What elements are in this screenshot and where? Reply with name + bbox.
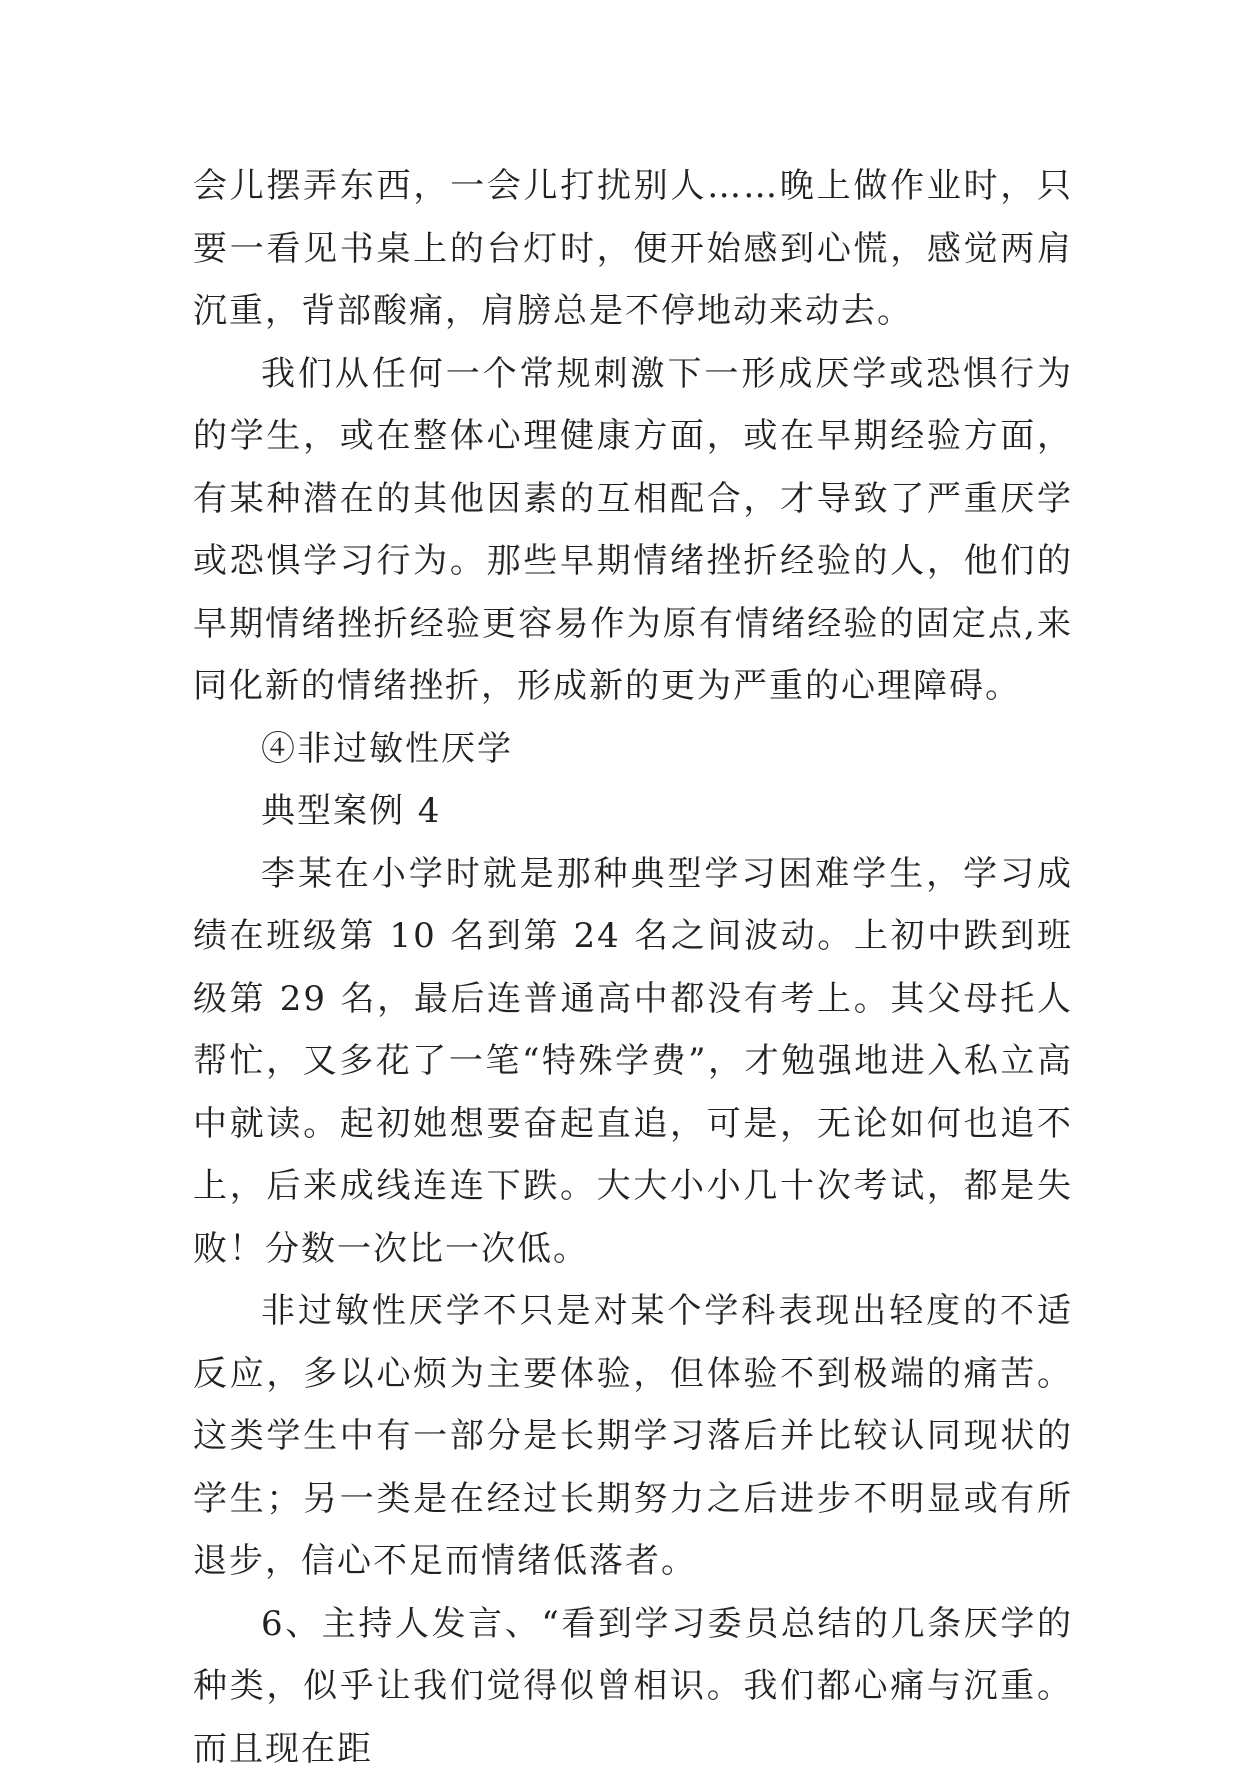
- paragraph-analysis: 我们从任何一个常规刺激下一形成厌学或恐惧行为的学生，或在整体心理健康方面，或在早期经验方面，有某种潜在的其他因素的互相配合，才导致了严重厌学或恐惧学习行为。那些早期情绪挫折经验的人，他们的早期情绪挫折经验更容易作为原有情绪经验的固定点,来同化新的情绪挫折，形成新的更为严重的心理障碍。: [193, 343, 1073, 718]
- case-title: 典型案例 4: [193, 780, 1073, 843]
- paragraph-case: 李某在小学时就是那种典型学习困难学生，学习成绩在班级第 10 名到第 24 名之间波动。上初中跌到班级第 29 名，最后连普通高中都没有考上。其父母托人帮忙，又多花了一笔“特殊学费”，才勉强地进入私立高中就读。起初她想要奋起直追，可是，无论如何也追不上，后来成线连连下跌。大大小小几十次考试，都是失败！分数一次比一次低。: [193, 843, 1073, 1281]
- paragraph-description: 非过敏性厌学不只是对某个学科表现出轻度的不适反应，多以心烦为主要体验，但体验不到极端的痛苦。这类学生中有一部分是长期学习落后并比较认同现状的学生；另一类是在经过长期努力之后进步不明显或有所退步，信心不足而情绪低落者。: [193, 1280, 1073, 1593]
- paragraph-continuation: 会儿摆弄东西，一会儿打扰别人……晚上做作业时，只要一看见书桌上的台灯时，便开始感到心慌，感觉两肩沉重，背部酸痛，肩膀总是不停地动来动去。: [193, 155, 1073, 343]
- paragraph-host-speech: 6、主持人发言、“看到学习委员总结的几条厌学的种类，似乎让我们觉得似曾相识。我们都心痛与沉重。而且现在距: [193, 1593, 1073, 1780]
- document-body: [193, 155, 1073, 1780]
- section-heading: ④非过敏性厌学: [193, 718, 1073, 781]
